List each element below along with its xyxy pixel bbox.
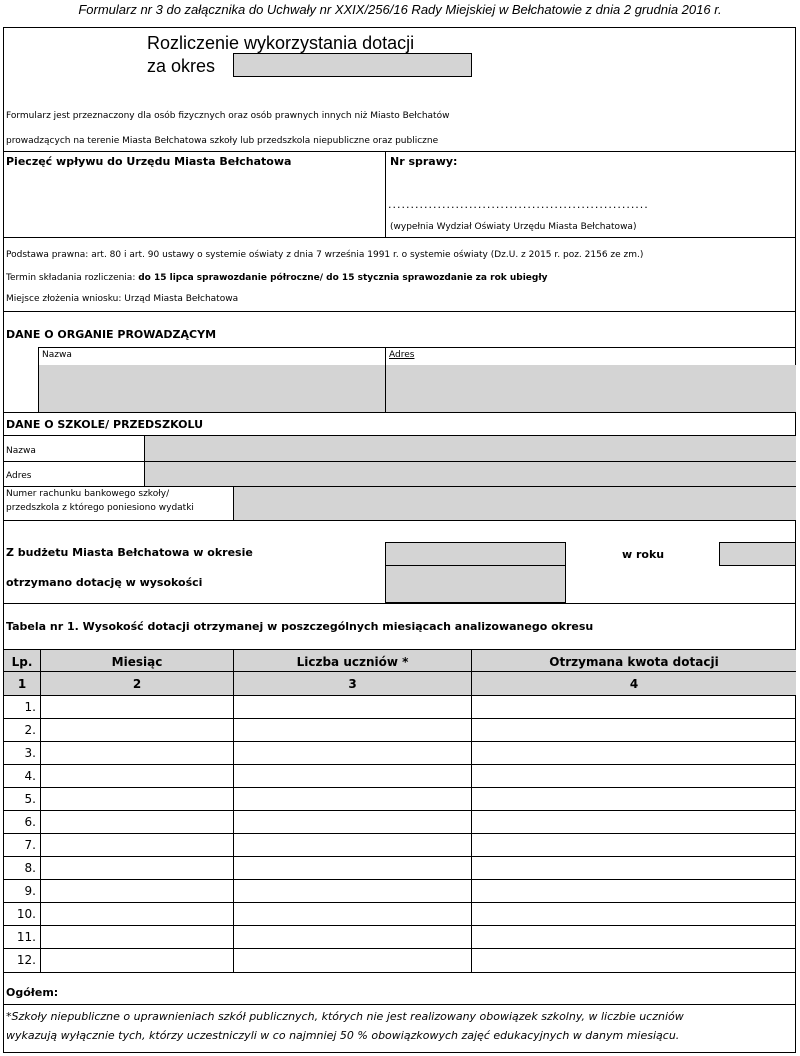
budget-amount-field[interactable] xyxy=(385,565,566,603)
school-heading: DANE O SZKOLE/ PRZEDSZKOLU xyxy=(6,418,204,431)
divider xyxy=(3,520,796,521)
stamp-label: Pieczęć wpływu do Urzędu Miasta Bełchatowa xyxy=(6,155,292,168)
school-address-label: Adres xyxy=(6,471,32,481)
row-number: 7. xyxy=(24,838,36,852)
divider xyxy=(3,603,796,604)
form-frame xyxy=(3,27,796,1053)
organ-address-field[interactable] xyxy=(386,365,796,412)
budget-period-label: Z budżetu Miasta Bełchatowa w okresie xyxy=(6,546,253,559)
school-name-label: Nazwa xyxy=(6,446,36,456)
legal-basis: Podstawa prawna: art. 80 i art. 90 ustawy o systemie oświaty z dnia 7 września 1991 r. o systemie oświaty (Dz.U. z 2015 r. poz. 2156 ze zm.) xyxy=(6,250,644,260)
organ-name-label: Nazwa xyxy=(42,350,72,360)
bank-account-field[interactable] xyxy=(234,487,796,520)
row-number: 12. xyxy=(16,953,36,967)
deadline xyxy=(6,273,548,283)
row-number: 6. xyxy=(24,815,36,829)
organ-heading: DANE O ORGANIE PROWADZĄCYM xyxy=(6,328,217,341)
row-number: 3. xyxy=(24,746,36,760)
divider xyxy=(3,695,796,696)
form-title-period: za okres xyxy=(147,56,216,76)
footnote-line-2: wykazują wyłącznie tych, którzy uczestniczyli w co najmniej 50 % obowiązkowych zajęć edukacyjnych w danym miesiącu. xyxy=(6,1029,680,1042)
col-number-1: 1 xyxy=(17,677,27,691)
total-label: Ogółem: xyxy=(6,986,59,999)
col-header-lp: Lp. xyxy=(11,655,33,669)
row-number: 1. xyxy=(24,700,36,714)
col-number-4: 4 xyxy=(629,677,639,691)
deadline-dates: do 15 lipca sprawozdanie półroczne/ do 15 stycznia sprawozdanie za rok ubiegły xyxy=(138,273,548,283)
submission-place: Miejsce złożenia wniosku: Urząd Miasta Bełchatowa xyxy=(6,294,239,304)
row-number: 9. xyxy=(24,884,36,898)
divider xyxy=(38,347,796,348)
account-label-2: przedszkola z którego poniesiono wydatki xyxy=(6,503,194,513)
account-label-1: Numer rachunku bankowego szkoły/ xyxy=(6,489,170,499)
footnote-line-1: *Szkoły niepubliczne o uprawnieniach szkół publicznych, których nie jest realizowany obowiązek szkolny, w liczbie uczniów xyxy=(6,1010,684,1023)
budget-period-field[interactable] xyxy=(385,542,566,566)
divider xyxy=(3,412,796,413)
case-number-label: Nr sprawy: xyxy=(390,155,458,168)
row-number: 10. xyxy=(16,907,36,921)
divider xyxy=(385,151,386,237)
divider xyxy=(3,671,796,672)
row-number: 11. xyxy=(16,930,36,944)
school-name-field[interactable] xyxy=(145,436,796,461)
row-number: 4. xyxy=(24,769,36,783)
col-header-students: Liczba uczniów * xyxy=(296,655,409,669)
divider xyxy=(3,237,796,238)
intro-line-1: Formularz jest przeznaczony dla osób fizycznych oraz osób prawnych innych niż Miasto Bełchatów xyxy=(6,111,450,121)
divider xyxy=(3,1004,796,1005)
case-number-note: (wypełnia Wydział Oświaty Urzędu Miasta Bełchatowa) xyxy=(390,222,637,232)
budget-amount-label: otrzymano dotację w wysokości xyxy=(6,576,203,589)
organ-address-label: Adres xyxy=(389,350,415,360)
year-field[interactable] xyxy=(719,542,796,566)
year-label: w roku xyxy=(622,548,665,561)
document-header: Formularz nr 3 do załącznika do Uchwały nr XXIX/256/16 Rady Miejskiej w Bełchatowie z dnia 2 grudnia 2016 r. xyxy=(78,2,722,17)
form-title: Rozliczenie wykorzystania dotacji xyxy=(147,33,415,53)
col-number-3: 3 xyxy=(348,677,357,691)
period-field[interactable] xyxy=(233,53,472,77)
col-header-month: Miesiąc xyxy=(111,655,163,669)
divider xyxy=(3,311,796,312)
school-address-field[interactable] xyxy=(145,462,796,486)
case-number-field[interactable]: .......................................................... xyxy=(388,198,649,211)
row-number: 8. xyxy=(24,861,36,875)
deadline-prefix: Termin składania rozliczenia: xyxy=(6,273,139,283)
divider xyxy=(3,151,796,152)
row-number: 2. xyxy=(24,723,36,737)
table-caption: Tabela nr 1. Wysokość dotacji otrzymanej w poszczególnych miesiącach analizowanego okresu xyxy=(6,620,594,633)
intro-line-2: prowadzących na terenie Miasta Bełchatowa szkoły lub przedszkola niepubliczne oraz publiczne xyxy=(6,136,439,146)
row-number: 5. xyxy=(24,792,36,806)
organ-name-field[interactable] xyxy=(39,365,385,412)
col-header-amount: Otrzymana kwota dotacji xyxy=(549,655,719,669)
col-number-2: 2 xyxy=(132,677,142,691)
